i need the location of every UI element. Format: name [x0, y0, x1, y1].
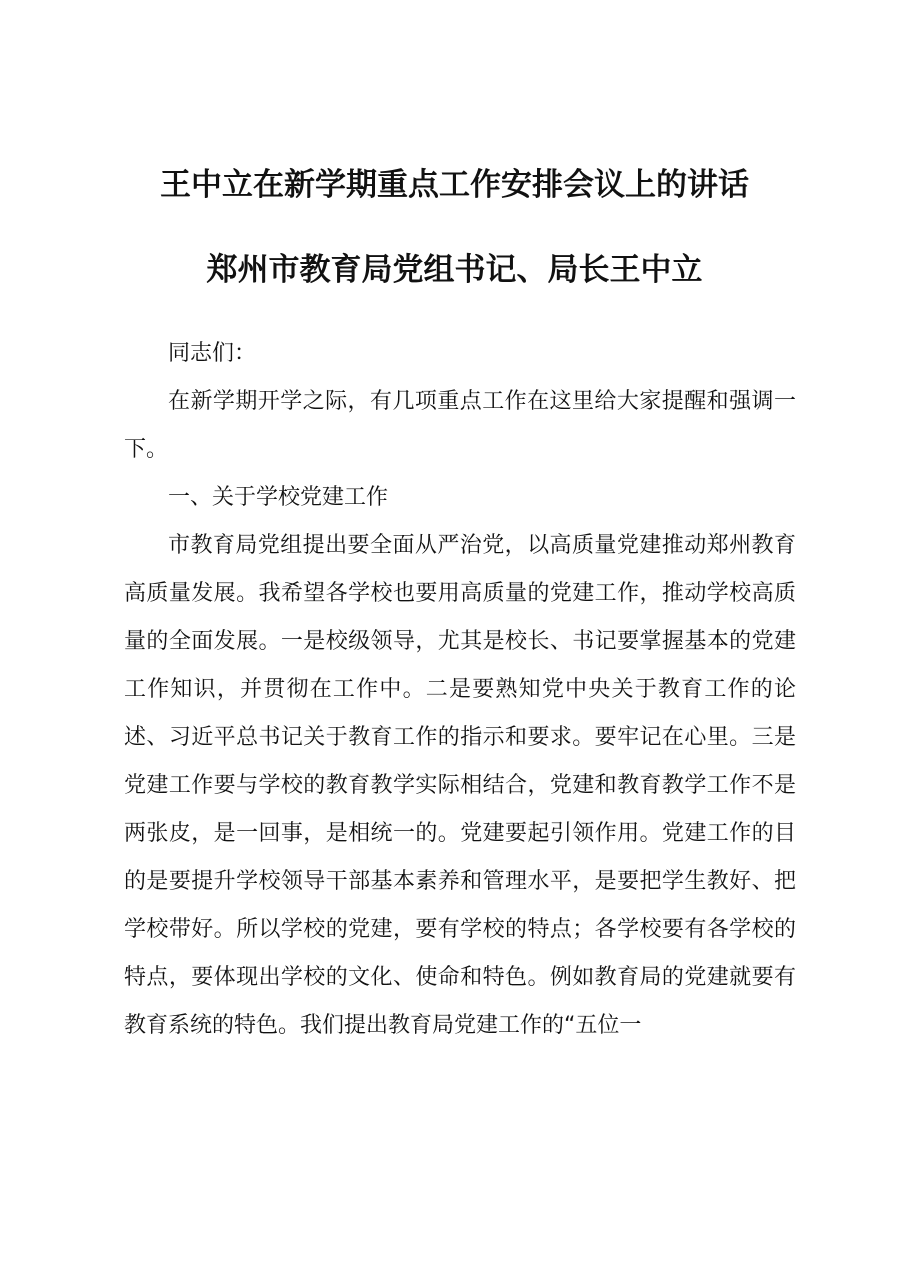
intro-paragraph: 在新学期开学之际，有几项重点工作在这里给大家提醒和强调一下。 [124, 389, 796, 462]
section-heading: 一、关于学校党建工作 [168, 485, 389, 510]
document-subtitle: 郑州市教育局党组书记、局长王中立 [206, 252, 703, 288]
body-paragraph: 市教育局党组提出要全面从严治党，以高质量党建推动郑州教育高质量发展。我希望各学校也要用高质量的党建工作，推动学校高质量的全面发展。一是校级领导，尤其是校长、书记要掌握基本的党建工作知识，并贯彻在工作中。二是要熟知党中央关于教育工作的论述、习近平总书记关于教育工作的指示和要求。要牢记在心里。三是党建工作要与学校的教育教学实际相结合，党建和教育教学工作不是两张皮，是一回事，是相统一的。党建要起引领作用。党建工作的目的是要提升学校领导干部基本素养和管理水平，是要把学生教好、把学校带好。所以学校的党建，要有学校的特点；各学校要有各学校的特点，要体现出学校的文化、使命和特色。例如教育局的党建就要有教育系统的特色。我们提出教育局党建工作的“五位一 [124, 533, 796, 1038]
document-body [124, 330, 796, 1050]
document-title: 王中立在新学期重点工作安排会议上的讲话 [160, 167, 749, 203]
salutation-paragraph: 同志们： [168, 341, 257, 366]
